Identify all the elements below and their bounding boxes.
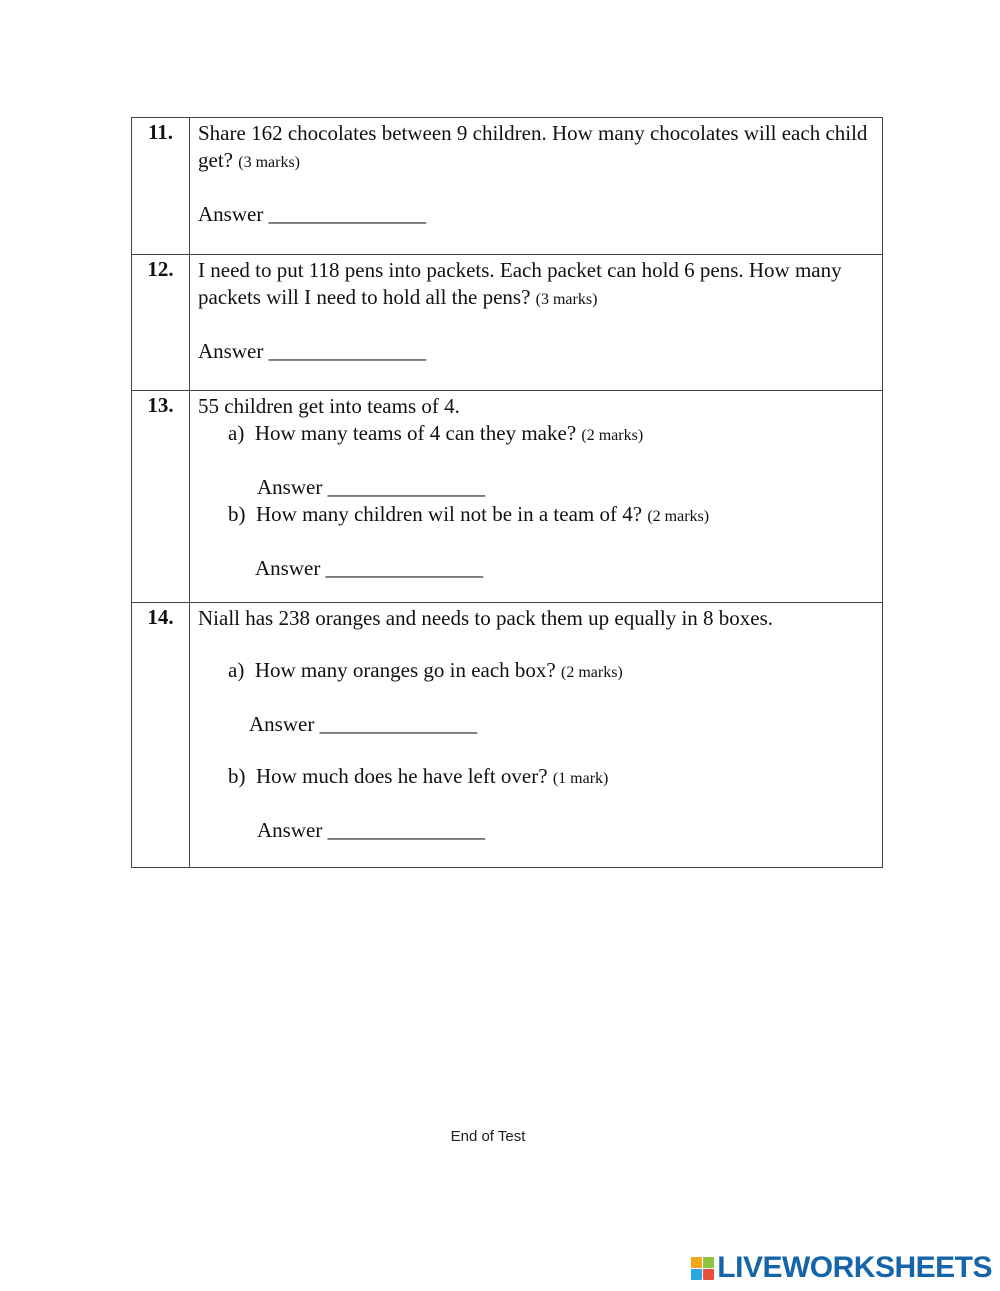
logo-block-icon [703, 1257, 714, 1268]
question-table [131, 117, 883, 868]
question-text: Niall has 238 oranges and needs to pack them up equally in 8 boxes. [198, 606, 774, 630]
question-number: 14. [132, 603, 190, 868]
question-row-12 [132, 255, 883, 391]
question-row-14 [132, 603, 883, 868]
logo-block-icon [691, 1269, 702, 1280]
marks-label: (1 mark) [552, 770, 609, 787]
marks-label: (2 marks) [581, 427, 644, 444]
part-prompt: How many teams of 4 can they make? [254, 421, 577, 445]
answer-line[interactable]: Answer _______________ [257, 818, 486, 842]
marks-label: (3 marks) [238, 154, 300, 171]
question-row-11 [132, 118, 883, 255]
answer-line[interactable]: Answer _______________ [198, 202, 427, 226]
part-prompt: How many oranges go in each box? [254, 658, 556, 682]
part-prompt: How many children wil not be in a team of 4? [256, 502, 643, 526]
question-number: 13. [132, 391, 190, 603]
answer-line[interactable]: Answer _______________ [257, 475, 486, 499]
question-body [190, 603, 883, 868]
logo-block-icon [691, 1257, 702, 1268]
question-text: 55 children get into teams of 4. [198, 394, 460, 418]
sub-question-a [198, 657, 876, 686]
question-body [190, 391, 883, 603]
question-body [190, 118, 883, 255]
brand-name: LIVEWORKSHEETS [717, 1251, 992, 1284]
sub-question-b [198, 763, 876, 792]
part-prompt: How much does he have left over? [256, 764, 548, 788]
question-body [190, 255, 883, 391]
part-label: b) [228, 764, 246, 788]
question-text [198, 257, 876, 313]
question-text [198, 120, 876, 176]
logo-block-icon [703, 1269, 714, 1280]
logo-blocks-icon [691, 1257, 714, 1280]
liveworksheets-logo[interactable] [691, 1253, 992, 1283]
marks-label: (2 marks) [561, 664, 623, 681]
part-label: a) [228, 658, 245, 682]
marks-label: (3 marks) [535, 291, 598, 308]
part-label: b) [228, 502, 246, 526]
question-row-13 [132, 391, 883, 603]
part-label: a) [228, 421, 245, 445]
question-number: 12. [132, 255, 190, 391]
question-prompt: Share 162 chocolates between 9 children. How many chocolates will each child get? [198, 121, 868, 172]
answer-line[interactable]: Answer _______________ [198, 339, 427, 363]
sub-question-b [198, 501, 876, 530]
question-prompt: I need to put 118 pens into packets. Each packet can hold 6 pens. How many packets will I need to hold all the pens? [198, 258, 842, 309]
marks-label: (2 marks) [647, 508, 710, 525]
answer-line[interactable]: Answer _______________ [255, 556, 484, 580]
end-of-test-label: End of Test [450, 1128, 526, 1145]
sub-question-a [198, 420, 876, 449]
answer-line[interactable]: Answer _______________ [249, 712, 478, 736]
question-number: 11. [132, 118, 190, 255]
